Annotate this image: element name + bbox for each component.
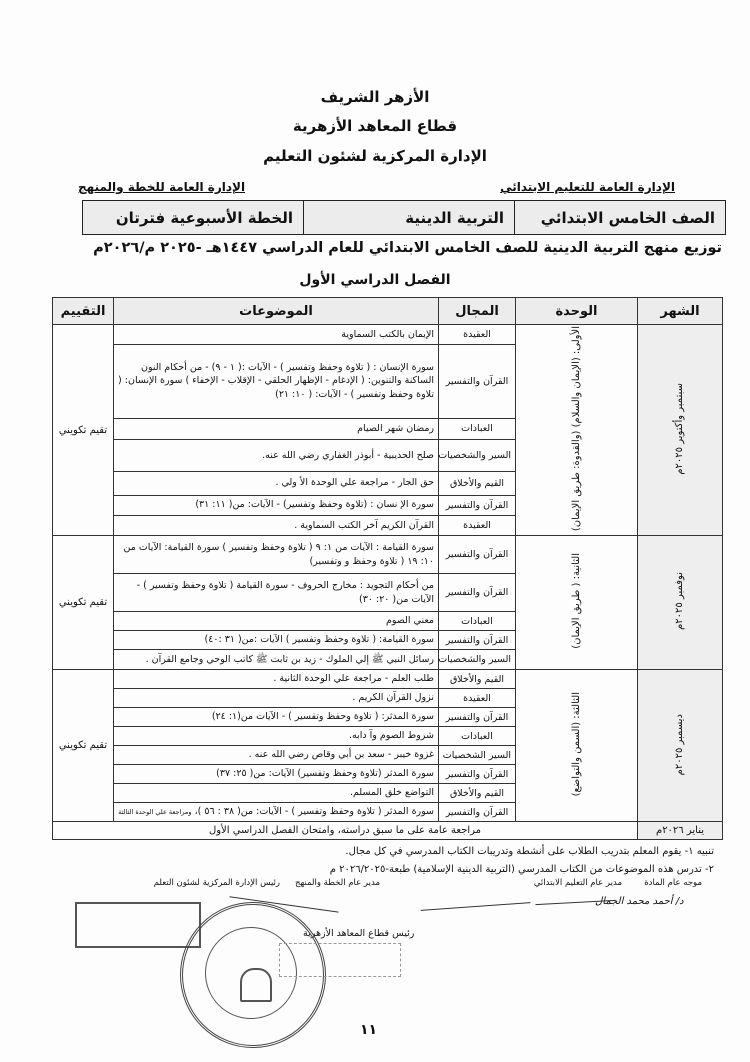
month-cell: يناير ٢٠٢٦م [638, 822, 723, 840]
field-cell: القيم والأخلاق [439, 670, 516, 689]
sig-central-head: رئيس الإدارة المركزية لشئون التعلم [153, 878, 280, 888]
topic-cell: رمضان شهر الصيام [114, 418, 439, 439]
field-cell: القرآن والتفسير [439, 574, 516, 612]
month-cell [638, 325, 723, 536]
topic-cell: القرآن الكريم آخر الكتب السماوية . [114, 515, 439, 535]
dept-plan: الإدارة العامة للخطة والمنهج [78, 180, 246, 194]
field-cell: القرآن والتفسير [439, 536, 516, 574]
final-review-row [53, 822, 723, 840]
topic-cell: شروط الصوم وآ دابه. [114, 727, 439, 746]
field-cell: العقيدة [439, 515, 516, 535]
topic-cell [114, 803, 439, 822]
curriculum-table [52, 297, 723, 840]
field-cell: القيم والأخلاق [439, 784, 516, 803]
table-row [53, 670, 723, 689]
assessment-cell: تقيم تكويني [53, 536, 114, 670]
unit-cell [516, 325, 638, 536]
unit-text: الأولى: (الإيمان والسلام) (والقدوة: طريق الإيمان) [570, 326, 582, 532]
topic-cell: سورة القيامة: ( تلاوة وحفظ وتفسير ) الآيات :من( ٣١ :٤٠) [114, 631, 439, 650]
name-stamp [75, 902, 201, 948]
field-cell: القرآن والتفسير [439, 344, 516, 418]
topic-cell: رسائل النبي ﷺ إلي الملوك - زيد بن ثابت ﷺ كاتب الوحي وجامع القرآن . [114, 650, 439, 670]
sig-subject-director: موجه عام المادة [644, 878, 702, 888]
notes [330, 843, 714, 879]
col-assessment: التقييم [53, 298, 114, 325]
sig-plan-director: مدير عام الخطة والمنهج [294, 878, 380, 888]
note-1: تنبيه ١- يقوم المعلم بتدريب الطلاب على أنشطة وتدريبات الكتاب المدرسي في كل مجال. [345, 846, 714, 857]
field-cell: العبادات [439, 612, 516, 631]
page-number: ١١ [360, 1022, 378, 1038]
final-review-text: مراجعة عامة على ما سبق دراسته، وامتحان الفصل الدراسي الأول [53, 822, 638, 840]
topic-cell: سورة الإ نسان : (تلاوة وحفظ وتفسير) - الآيات: من( ١١: ٣١) [114, 495, 439, 515]
table-row [53, 325, 723, 345]
table-row [53, 536, 723, 574]
topic-small-note: ومراجعة علي الوحدة الثالثة [118, 808, 192, 817]
topic-cell: صلح الحديبية - أبوذر الغفاري رضي الله عنه. [114, 439, 439, 471]
topic-cell: حق الجار - مراجعة علي الوحدة الأ ولي . [114, 471, 439, 495]
dept-primary: الإدارة العامة للتعليم الابتدائي [500, 180, 675, 194]
month-text: ديسمبر ٢٠٢٥م [674, 713, 685, 775]
field-cell: القرآن والتفسير [439, 495, 516, 515]
topic-text: سورة المدثر ( تلاوة وحفظ وتفسير ) - الآيات: من( ٣٨ : ٥٦ )، [194, 806, 434, 818]
unit-text: الثالثة: (السمن والتواضع) [570, 691, 582, 797]
plan-label: الخطة الأسبوعية فترتان [83, 201, 303, 234]
unit-cell [516, 670, 638, 822]
month-text: سبتمبر وأكتوبر ٢٠٢٥م [674, 382, 685, 475]
topic-cell: سورة المدثر: ( تلاوة وحفظ وتفسير ) - الآيات من(١: ٢٤) [114, 708, 439, 727]
subject-label: التربية الدينية [303, 201, 514, 234]
info-box [82, 200, 726, 235]
note-2: ٢- تدرس هذه الموضوعات من الكتاب المدرسي (التربية الدينية الإسلامية) طبعة-٢٠٢٦/٢٠٢٥ م [329, 864, 714, 875]
month-cell [638, 670, 723, 822]
field-cell: العقيدة [439, 689, 516, 708]
field-cell: السير الشخصيات [439, 746, 516, 765]
field-cell: السير والشخصيات [439, 650, 516, 670]
col-field: المجال [439, 298, 516, 325]
topic-cell: التواضع خلق المسلم. [114, 784, 439, 803]
month-cell [638, 536, 723, 670]
topic-cell: الإيمان بالكتب السماوية [114, 325, 439, 345]
col-month: الشهر [638, 298, 723, 325]
field-cell: العبادات [439, 418, 516, 439]
mosque-dome-icon [240, 968, 272, 1002]
col-topics: الموضوعات [114, 298, 439, 325]
topic-cell: سورة المدثر (تلاوة وحفظ وتفسير) الآيات: من( ٢٥: ٣٧) [114, 765, 439, 784]
topic-cell: غزوة خيبر - سعد بن أبي وقاص رضي الله عنه . [114, 746, 439, 765]
institution-title: الأزهر الشريف [320, 88, 430, 106]
field-cell: القرآن والتفسير [439, 708, 516, 727]
topic-cell: طلب العلم - مراجعة علي الوحدة الثانية . [114, 670, 439, 689]
field-cell: السير والشخصيات [439, 439, 516, 471]
topic-cell: نزول القرآن الكريم . [114, 689, 439, 708]
central-admin-title: الإدارة المركزية لشئون التعليم [263, 147, 487, 165]
document-title: توزيع منهج التربية الدينية للصف الخامس الابتدائي للعام الدراسي ١٤٤٧هـ -٢٠٢٥ م/٢٠٢٦م [93, 240, 722, 256]
unit-cell [516, 536, 638, 670]
field-cell: القرآن والتفسير [439, 803, 516, 822]
field-cell: القرآن والتفسير [439, 765, 516, 784]
assessment-cell: تقيم تكويني [53, 325, 114, 536]
field-cell: القرآن والتفسير [439, 631, 516, 650]
term-title: الفصل الدراسي الأول [299, 272, 451, 288]
grade-label: الصف الخامس الابتدائي [514, 201, 725, 234]
faded-stamp [279, 943, 401, 977]
signer-name: د/ أحمد محمد الجمال [595, 896, 684, 907]
assessment-cell: تقيم تكويني [53, 670, 114, 822]
field-cell: العقيدة [439, 325, 516, 345]
topic-cell: من أحكام التجويد : مخارج الحروف - سورة القيامة ( تلاوة وحفظ وتفسير ) - الآيات من( ٢٠: ٣٠) [114, 574, 439, 612]
topic-cell: سورة القيامة : الآيات من ١: ٩ ( تلاوة وحفظ وتفسير ) سورة القيامة: الآيات من ١٠: ١٩ ( تلاوة وحفظ و وتفسير) [114, 536, 439, 574]
col-unit: الوحدة [516, 298, 638, 325]
topic-cell: معني الصوم [114, 612, 439, 631]
sig-primary-director: مدير عام التعليم الابتدائي [533, 878, 622, 888]
sector-title: قطاع المعاهد الأزهرية [292, 117, 458, 135]
topic-cell: سورة الإنسان : ( تلاوة وحفظ وتفسير ) - الآيات :( ١ - ٩) - من أحكام النون الساكنة والتنوين: ( الإدغام - الإظهار الحلقي - الإقلاب - الإخفاء ) سورة الإنسان: ( تلاوة وحفظ وتفسير ) - الآيات: ( ١٠: ٢١) [114, 344, 439, 418]
field-cell: القيم والأخلاق [439, 471, 516, 495]
field-cell: العبادات [439, 727, 516, 746]
unit-text: الثانية: ( طريق الإيمان) [570, 553, 582, 650]
sig-sector-head: رئيس قطاع المعاهد الأزهرية [303, 928, 415, 939]
month-text: نوفمبر ٢٠٢٥م [674, 572, 685, 631]
table-header-row [53, 298, 723, 325]
